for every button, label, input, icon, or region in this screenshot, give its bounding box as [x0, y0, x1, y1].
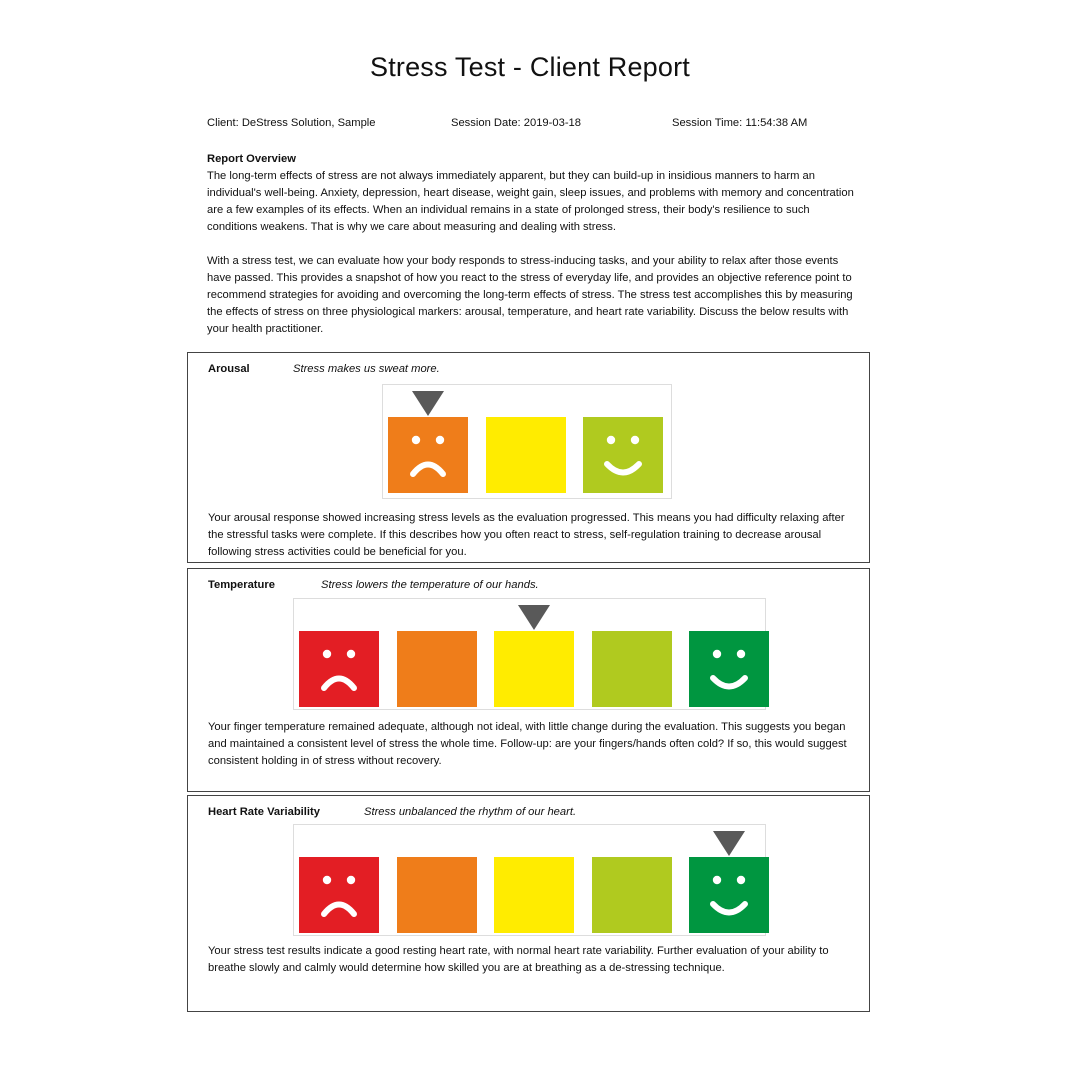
- scale-tile-green: [689, 857, 769, 933]
- scale-tile-orange: [388, 417, 468, 493]
- overview-paragraph-2: With a stress test, we can evaluate how your body responds to stress-inducing tasks, and your ability to relax after those events have passed. This provides a snapshot of how you react to the stress of everyday life, and provides an objective reference point to recommend strategies for avoiding and overcoming the long-term effects of stress. The stress test accomplishes this by measuring the effects of stress on three physiological markers: arousal, temperature, and heart rate variability. Discuss the below results with your health practitioner.: [207, 255, 853, 335]
- section-arousal: [187, 352, 870, 563]
- section-temperature: [187, 568, 870, 792]
- scale-tile-lime: [592, 631, 672, 707]
- section-title: Arousal: [208, 363, 250, 375]
- section-tagline: Stress lowers the temperature of our hands.: [321, 579, 539, 591]
- section-result-text: Your finger temperature remained adequate, although not ideal, with little change during the evaluation. This suggests you began and maintained a consistent level of stress the whole time. Follow-up: are your fingers/hands often cold? If so, this would suggest consistent holding in of stress without recovery.: [208, 721, 847, 767]
- report-overview: [207, 151, 857, 338]
- scale-tile-lime: [583, 417, 663, 493]
- level-marker-icon: [713, 831, 745, 856]
- section-tagline: Stress unbalanced the rhythm of our heart.: [364, 806, 577, 818]
- session-date: Session Date: 2019-03-18: [451, 117, 581, 129]
- scale-tile-green: [689, 631, 769, 707]
- scale-tile-red: [299, 857, 379, 933]
- section-tagline: Stress makes us sweat more.: [293, 363, 440, 375]
- sad-face-icon: [299, 857, 379, 933]
- section-heart-rate-variability: [187, 795, 870, 1012]
- scale-tile-orange: [397, 631, 477, 707]
- sad-face-icon: [388, 417, 468, 493]
- section-result-text: Your arousal response showed increasing stress levels as the evaluation progressed. This means you had difficulty relaxing after the stressful tasks were complete. If this describes how you often react to stress, self-regulation training to decrease arousal following stress activities could be beneficial for you.: [208, 512, 845, 558]
- scale-tile-orange: [397, 857, 477, 933]
- client-name: Client: DeStress Solution, Sample: [207, 117, 376, 129]
- scale-tile-lime: [592, 857, 672, 933]
- section-title: Heart Rate Variability: [208, 806, 320, 818]
- scale-tile-yellow: [494, 631, 574, 707]
- level-marker-icon: [412, 391, 444, 416]
- sad-face-icon: [299, 631, 379, 707]
- stress-scale: [382, 384, 672, 499]
- session-time: Session Time: 11:54:38 AM: [672, 117, 808, 129]
- scale-tile-yellow: [486, 417, 566, 493]
- stress-scale: [293, 598, 766, 710]
- level-marker-icon: [518, 605, 550, 630]
- stress-scale: [293, 824, 766, 936]
- overview-paragraph-1: The long-term effects of stress are not always immediately apparent, but they can build-up in insidious manners to harm an individual's well-being. Anxiety, depression, heart disease, weight gain, sleep issues, and problems with memory and concentration are a few examples of its effects. When an individual remains in a state of prolonged stress, their body's resilience to such conditions weakens. That is why we care about measuring and dealing with stress.: [207, 170, 854, 233]
- happy-face-icon: [583, 417, 663, 493]
- happy-face-icon: [689, 631, 769, 707]
- section-title: Temperature: [208, 579, 275, 591]
- report-title: Stress Test - Client Report: [369, 52, 690, 82]
- overview-heading: Report Overview: [207, 153, 296, 165]
- section-result-text: Your stress test results indicate a good resting heart rate, with normal heart rate variability. Further evaluation of your ability to breathe slowly and calmly would determine how skilled you are at breathing as a de-stressing technique.: [208, 945, 829, 974]
- happy-face-icon: [689, 857, 769, 933]
- scale-tile-red: [299, 631, 379, 707]
- scale-tile-yellow: [494, 857, 574, 933]
